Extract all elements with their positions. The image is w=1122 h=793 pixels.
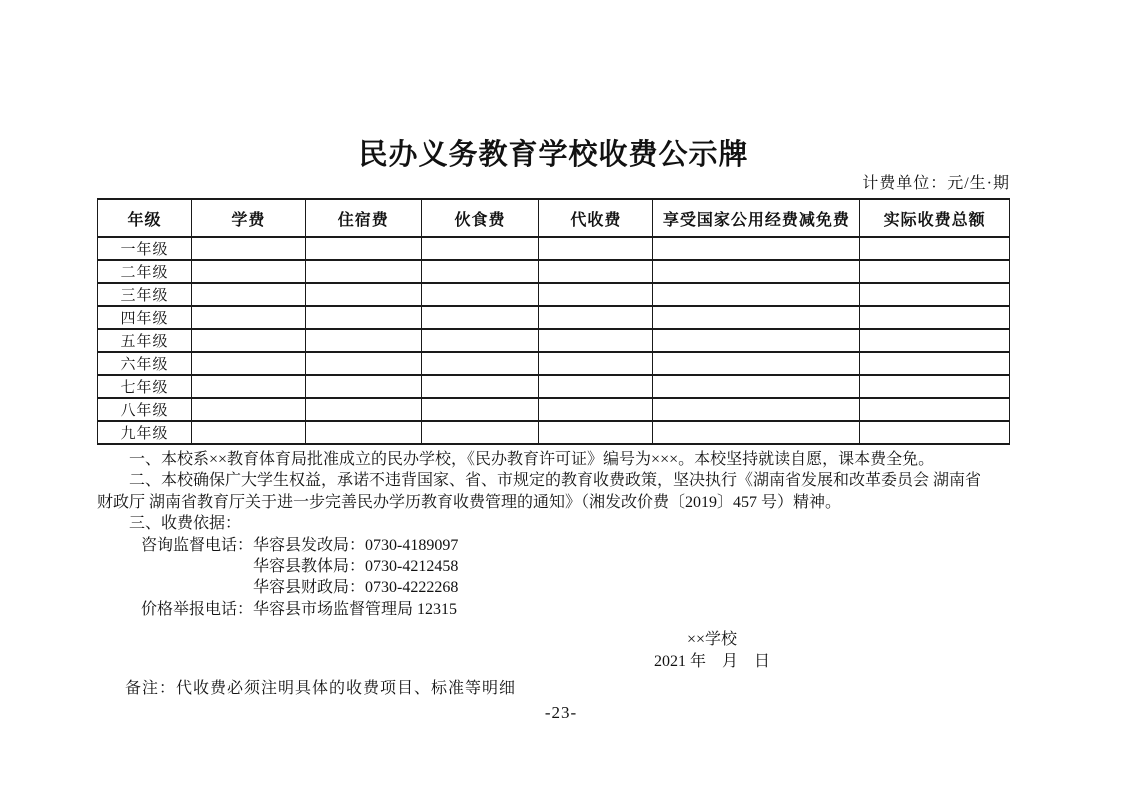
grade-cell: 三年级 [98,283,192,306]
fee-cell [421,306,539,329]
grade-cell: 八年级 [98,398,192,421]
fee-cell [539,283,653,306]
fee-cell [421,260,539,283]
fee-cell [653,352,860,375]
notes-section [97,449,1057,620]
col-header-actual-total: 实际收费总额 [860,199,1010,237]
table-row [98,421,1010,444]
fee-cell [191,306,305,329]
col-header-meals: 伙食费 [421,199,539,237]
fee-cell [305,329,421,352]
fee-cell [421,329,539,352]
phone-line-fagai: 华容县发改局：0730-4189097 [253,536,459,554]
fee-cell [860,283,1010,306]
fee-cell [191,398,305,421]
fee-cell [421,352,539,375]
report-phone-value: 华容县市场监督管理局 12315 [253,600,458,618]
col-header-lodging: 住宿费 [305,199,421,237]
fee-cell [539,398,653,421]
fee-cell [860,260,1010,283]
table-row [98,375,1010,398]
fee-cell [539,260,653,283]
col-header-tuition: 学费 [191,199,305,237]
consult-phone-block [97,535,1057,599]
fee-cell [539,421,653,444]
table-row [98,260,1010,283]
signature-date: 2021 年 月 日 [653,653,770,671]
fee-cell [539,329,653,352]
consult-phone-label: 咨询监督电话： [141,536,254,554]
col-header-state-subsidy-reduction: 享受国家公用经费减免费 [653,199,860,237]
fee-cell [305,375,421,398]
table-row [98,283,1010,306]
fee-cell [653,398,860,421]
fee-cell [539,306,653,329]
fee-cell [539,375,653,398]
fee-cell [305,260,421,283]
grade-cell: 五年级 [98,329,192,352]
fee-cell [421,375,539,398]
fee-cell [860,421,1010,444]
table-header-row [98,199,1010,237]
grade-cell: 九年级 [98,421,192,444]
fee-cell [653,306,860,329]
fee-cell [191,329,305,352]
fee-cell [305,237,421,260]
fee-cell [653,421,860,444]
fee-cell [860,237,1010,260]
fee-cell [653,283,860,306]
fee-cell [860,375,1010,398]
fee-cell [860,306,1010,329]
fee-cell [191,352,305,375]
fee-cell [653,237,860,260]
grade-cell: 四年级 [98,306,192,329]
fee-cell [860,352,1010,375]
fee-cell [305,352,421,375]
fee-cell [305,283,421,306]
grade-cell: 二年级 [98,260,192,283]
fee-cell [191,421,305,444]
fee-cell [305,306,421,329]
table-row [98,306,1010,329]
fee-cell [653,375,860,398]
fee-cell [421,237,539,260]
grade-cell: 七年级 [98,375,192,398]
grade-cell: 六年级 [98,352,192,375]
remark-note: 备注：代收费必须注明具体的收费项目、标准等明细 [125,680,517,698]
signature-block [602,629,822,673]
note-item-1: 一、本校系××教育体育局批准成立的民办学校，《民办教育许可证》编号为×××。本校坚持就读自愿，课本费全免。 [129,451,935,468]
page-title: 民办义务教育学校收费公示牌 [358,139,749,171]
fee-cell [305,398,421,421]
note-item-2-line-1: 二、本校确保广大学生权益，承诺不违背国家、省、市规定的教育收费政策，坚决执行《湖南省发展和改革委员会 湖南省 [129,472,982,490]
note-item-2-line-2: 财政厅 湖南省教育厅关于进一步完善民办学历教育收费管理的通知》（湘发改价费〔2019〕457 号）精神。 [97,493,842,511]
col-header-collection: 代收费 [539,199,653,237]
table-row [98,398,1010,421]
fee-cell [191,375,305,398]
fee-cell [421,421,539,444]
grade-cell: 一年级 [98,237,192,260]
billing-unit-note: 计费单位：元/生·期 [862,175,1010,192]
col-header-grade: 年级 [98,199,192,237]
fee-cell [191,237,305,260]
page-number: -23- [544,703,578,722]
fee-cell [539,237,653,260]
fee-cell [421,283,539,306]
fee-cell [860,329,1010,352]
phone-line-caizheng: 华容县财政局：0730-4222268 [253,579,459,597]
fee-cell [421,398,539,421]
fee-cell [305,421,421,444]
school-name: ××学校 [686,631,738,649]
phone-line-jiaoti: 华容县教体局：0730-4212458 [253,558,459,576]
table-row [98,329,1010,352]
fee-cell [860,398,1010,421]
fee-table [97,198,1010,445]
table-row [98,237,1010,260]
consult-phone-list [253,535,458,599]
report-phone-block [97,599,1057,620]
fee-cell [539,352,653,375]
report-phone-label: 价格举报电话： [141,600,254,618]
fee-cell [653,260,860,283]
note-item-3: 三、收费依据： [129,515,242,533]
fee-cell [191,283,305,306]
fee-cell [653,329,860,352]
fee-cell [191,260,305,283]
table-row [98,352,1010,375]
